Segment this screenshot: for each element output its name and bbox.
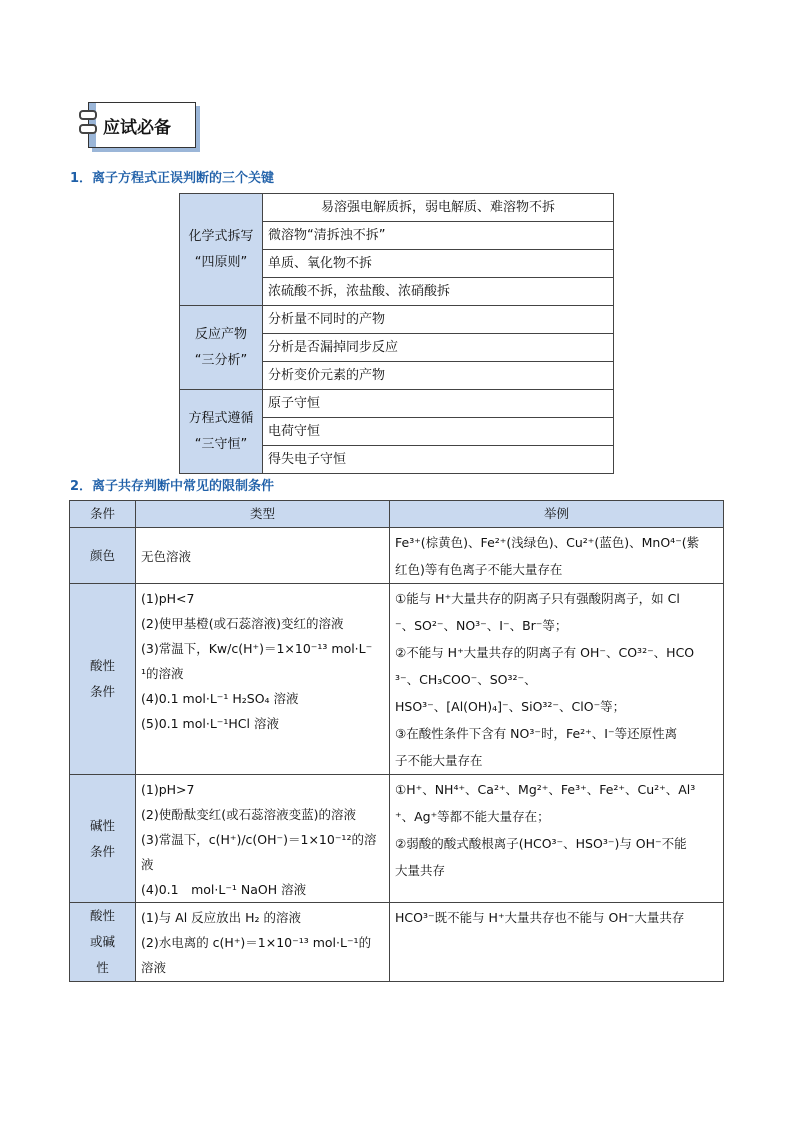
group-label <box>180 194 263 306</box>
type-line: 液 <box>141 857 154 872</box>
example-line: Fe³⁺(棕黄色)、Fe²⁺(浅绿色)、Cu²⁺(蓝色)、MnO⁴⁻(紫 <box>395 535 700 550</box>
type-line: (3)常温下，c(H⁺)/c(OH⁻)＝1×10⁻¹²的溶 <box>141 832 377 847</box>
group-label-line: “三守恒” <box>194 436 248 452</box>
group-label-line: “四原则” <box>194 254 248 270</box>
rule-item: 分析量不同时的产物 <box>263 306 614 334</box>
rule-item: 微溶物“清拆浊不拆” <box>263 222 614 250</box>
section2-heading: 2．离子共存判断中常见的限制条件 <box>70 479 275 494</box>
table-row <box>180 194 614 222</box>
example-line: ③在酸性条件下含有 NO³⁻时，Fe²⁺、I⁻等还原性离 <box>395 726 678 741</box>
example-line: ⁺、Ag⁺等都不能大量存在； <box>395 809 550 824</box>
type-line: (2)水电离的 c(H⁺)＝1×10⁻¹³ mol·L⁻¹的 <box>141 935 372 950</box>
condition-cell <box>70 903 136 982</box>
example-line: ①H⁺、NH⁴⁺、Ca²⁺、Mg²⁺、Fe³⁺、Fe²⁺、Cu²⁺、Al³ <box>395 782 696 797</box>
column-header: 举例 <box>390 501 724 528</box>
type-cell <box>136 584 390 775</box>
banner-title: 应试必备 <box>103 118 171 138</box>
type-cell <box>136 775 390 903</box>
condition-text: 酸性 <box>89 658 115 673</box>
rule-item: 易溶强电解质拆，弱电解质、难溶物不拆 <box>263 194 614 222</box>
ion-coexistence-table <box>69 500 724 982</box>
binder-ring-icon <box>79 110 97 120</box>
type-line: (2)使酚酞变红(或石蕊溶液变蓝)的溶液 <box>141 807 356 822</box>
condition-text: 条件 <box>89 684 115 699</box>
table-row <box>180 390 614 418</box>
type-line: (4)0.1 mol·L⁻¹ H₂SO₄ 溶液 <box>141 691 299 706</box>
type-line: (3)常温下，Kw/c(H⁺)＝1×10⁻¹³ mol·L⁻ <box>141 641 373 656</box>
example-cell <box>390 528 724 584</box>
condition-text: 或碱 <box>89 934 115 949</box>
type-line: (1)与 Al 反应放出 H₂ 的溶液 <box>141 910 302 925</box>
type-cell <box>136 903 390 982</box>
condition-text: 碱性 <box>89 817 115 833</box>
example-line: ②弱酸的酸式酸根离子(HCO³⁻、HSO³⁻)与 OH⁻不能 <box>395 836 687 851</box>
table-row <box>180 306 614 334</box>
group-label-line: 化学式拆写 <box>188 228 254 244</box>
condition-text: 条件 <box>89 843 115 859</box>
type-line: ¹的溶液 <box>141 666 184 681</box>
group-label-line: 方程式遵循 <box>188 410 254 426</box>
type-cell <box>136 528 390 584</box>
table-row <box>70 775 724 903</box>
table-row <box>70 528 724 584</box>
rule-item: 电荷守恒 <box>263 418 614 446</box>
example-line: ①能与 H⁺大量共存的阴离子只有强酸阴离子，如 Cl <box>395 591 680 606</box>
ionic-equation-table <box>179 193 614 474</box>
type-line: (2)使甲基橙(或石蕊溶液)变红的溶液 <box>141 616 344 631</box>
rule-item: 分析变价元素的产物 <box>263 362 614 390</box>
type-line: (5)0.1 mol·L⁻¹HCl 溶液 <box>141 716 279 731</box>
type-line: 溶液 <box>141 960 167 975</box>
example-cell <box>390 584 724 775</box>
rule-item: 单质、氧化物不拆 <box>263 250 614 278</box>
example-line: 子不能大量存在 <box>395 753 483 768</box>
column-header: 类型 <box>136 501 390 528</box>
table-header-row <box>70 501 724 528</box>
condition-text: 酸性 <box>89 908 115 923</box>
example-cell <box>390 903 724 982</box>
example-cell <box>390 775 724 903</box>
section1-heading: 1．离子方程式正误判断的三个关键 <box>70 171 275 186</box>
condition-cell <box>70 584 136 775</box>
type-line: 无色溶液 <box>141 549 192 564</box>
type-line: (1)pH<7 <box>141 591 195 606</box>
condition-text: 颜色 <box>89 547 115 563</box>
condition-cell <box>70 775 136 903</box>
type-line: (1)pH>7 <box>141 782 195 797</box>
binder-ring-icon <box>79 124 97 134</box>
rule-item: 原子守恒 <box>263 390 614 418</box>
example-line: ②不能与 H⁺大量共存的阴离子有 OH⁻、CO³²⁻、HCO <box>395 645 695 660</box>
group-label <box>180 306 263 390</box>
example-line: ³⁻、CH₃COO⁻、SO³²⁻、 <box>395 672 537 687</box>
example-line: 红色)等有色离子不能大量存在 <box>395 562 563 577</box>
condition-cell <box>70 528 136 584</box>
table-row <box>70 584 724 775</box>
type-line: (4)0.1 mol·L⁻¹ NaOH 溶液 <box>141 882 307 897</box>
example-line: HSO³⁻、[Al(OH)₄]⁻、SiO³²⁻、ClO⁻等； <box>395 699 626 714</box>
group-label-line: “三分析” <box>194 352 248 368</box>
condition-text: 性 <box>96 960 109 975</box>
column-header: 条件 <box>70 501 136 528</box>
rule-item: 浓硫酸不拆，浓盐酸、浓硝酸拆 <box>263 278 614 306</box>
rule-item: 得失电子守恒 <box>263 446 614 474</box>
group-label <box>180 390 263 474</box>
example-line: 大量共存 <box>395 863 446 878</box>
example-line: HCO³⁻既不能与 H⁺大量共存也不能与 OH⁻大量共存 <box>395 910 685 925</box>
group-label-line: 反应产物 <box>194 326 247 342</box>
table-row <box>70 903 724 982</box>
rule-item: 分析是否漏掉同步反应 <box>263 334 614 362</box>
example-line: ⁻、SO²⁻、NO³⁻、I⁻、Br⁻等； <box>395 618 568 633</box>
